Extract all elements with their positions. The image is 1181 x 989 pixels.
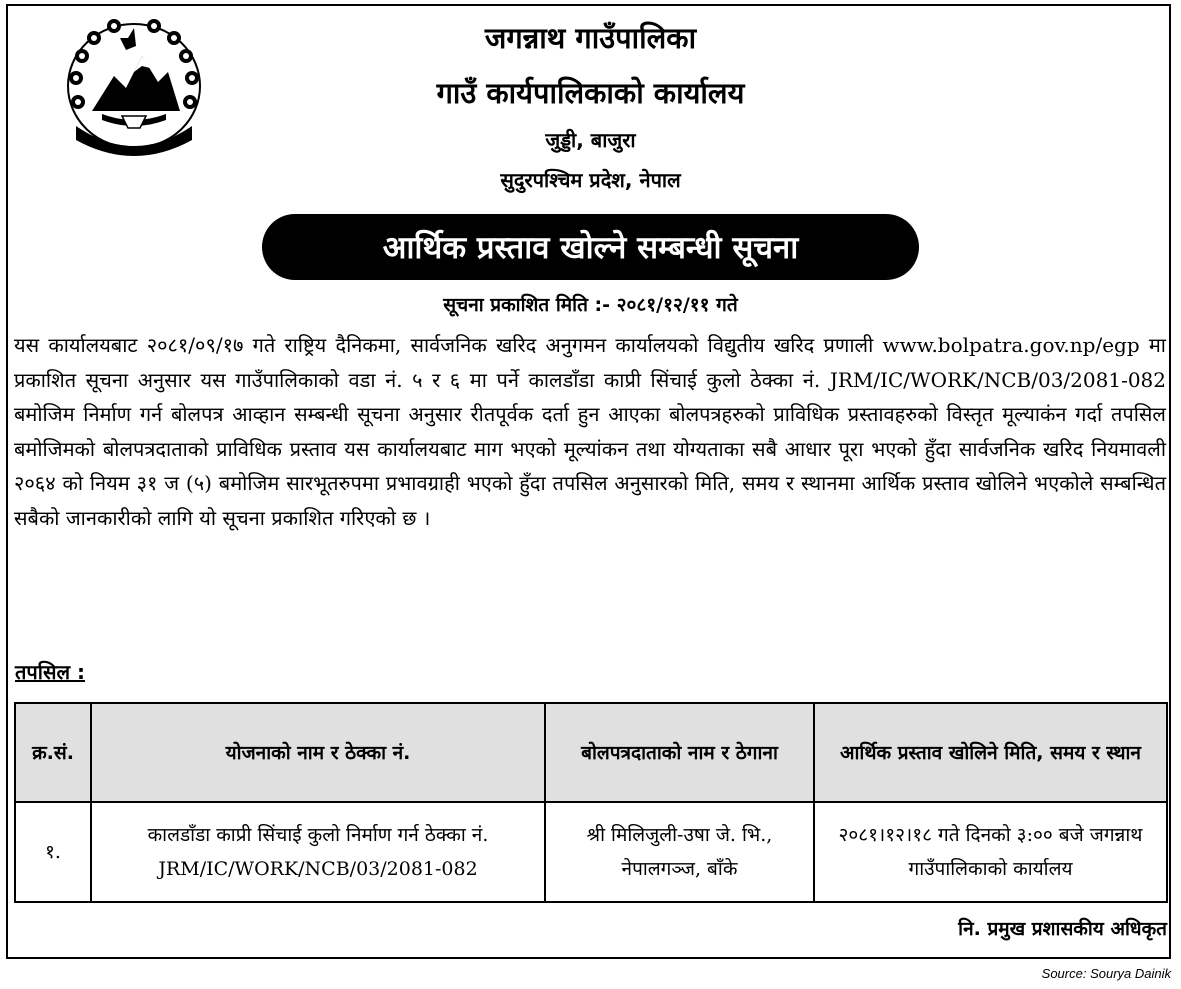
cell-sn: १. — [15, 802, 91, 902]
published-date: सूचना प्रकाशित मिति :- २०८१/१२/११ गते — [443, 294, 738, 316]
notice-title: आर्थिक प्रस्ताव खोल्ने सम्बन्धी सूचना — [382, 230, 799, 266]
column-header-project: योजनाको नाम र ठेक्का नं. — [91, 703, 545, 802]
table-header-row — [15, 703, 1167, 802]
tapasil-label: तपसिल : — [15, 660, 85, 684]
details-table — [14, 702, 1168, 903]
office-location: जुड्डी, बाजुरा — [545, 128, 636, 152]
source-credit: Source: Sourya Dainik — [1041, 966, 1171, 981]
office-province: सुदुरपश्चिम प्रदेश, नेपाल — [500, 168, 681, 192]
cell-opening: २०८१।१२।१८ गते दिनको ३:०० बजे जगन्नाथ गाउँपालिकाको कार्यालय — [814, 802, 1167, 902]
notice-body: यस कार्यालयबाट २०८१/०९/१७ गते राष्ट्रिय दैनिकमा, सार्वजनिक खरिद अनुगमन कार्यालयको विद्युतीय खरिद प्रणाली www.bolpatra.gov.np/egp मा प्रकाशित सूचना अनुसार यस गाउँपालिकाको वडा नं. ५ र ६ मा पर्ने कालडाँडा काप्री सिंचाई कुलो ठेक्का नं. JRM/IC/WORK/NCB/03/2081-082 बमोजिम निर्माण गर्न बोलपत्र आव्हान सम्बन्धी सूचना अनुसार रीतपूर्वक दर्ता हुन आएका बोलपत्रहरुको प्राविधिक प्रस्तावहरुको विस्तृत मूल्याकंन गर्दा तपसिल बमोजिमको बोलपत्रदाताको प्राविधिक प्रस्ताव यस कार्यालयबाट माग भएको मूल्यांकन तथा योग्यताका सबै आधार पूरा भएको हुँदा सार्वजनिक खरिद नियमावली २०६४ को नियम ३१ ज (५) बमोजिम सारभूतरुपमा प्रभावग्राही भएको हुँदा तपसिल अनुसारको मिति, समय र स्थानमा आर्थिक प्रस्ताव खोलिने भएकोले सम्बन्धित सबैको जानकारीको लागि यो सूचना प्रकाशित गरिएको छ । — [14, 333, 1166, 530]
notice-title-banner — [262, 214, 919, 280]
office-name: गाउँ कार्यपालिकाको कार्यालय — [436, 76, 745, 110]
column-header-sn: क्र.सं. — [15, 703, 91, 802]
emblem-banner-text: नेपाल सरकार — [114, 137, 154, 146]
cell-bidder: श्री मिलिजुली-उषा जे. भि., नेपालगञ्ज, बाँके — [545, 802, 814, 902]
column-header-bidder: बोलपत्रदाताको नाम र ठेगाना — [545, 703, 814, 802]
signatory-title: नि. प्रमुख प्रशासकीय अधिकृत — [958, 918, 1167, 940]
cell-project: कालडाँडा काप्री सिंचाई कुलो निर्माण गर्न ठेक्का नं. JRM/IC/WORK/NCB/03/2081-082 — [91, 802, 545, 902]
column-header-opening: आर्थिक प्रस्ताव खोलिने मिति, समय र स्थान — [814, 703, 1167, 802]
municipality-name: जगन्नाथ गाउँपालिका — [484, 21, 697, 55]
table-row — [15, 802, 1167, 902]
